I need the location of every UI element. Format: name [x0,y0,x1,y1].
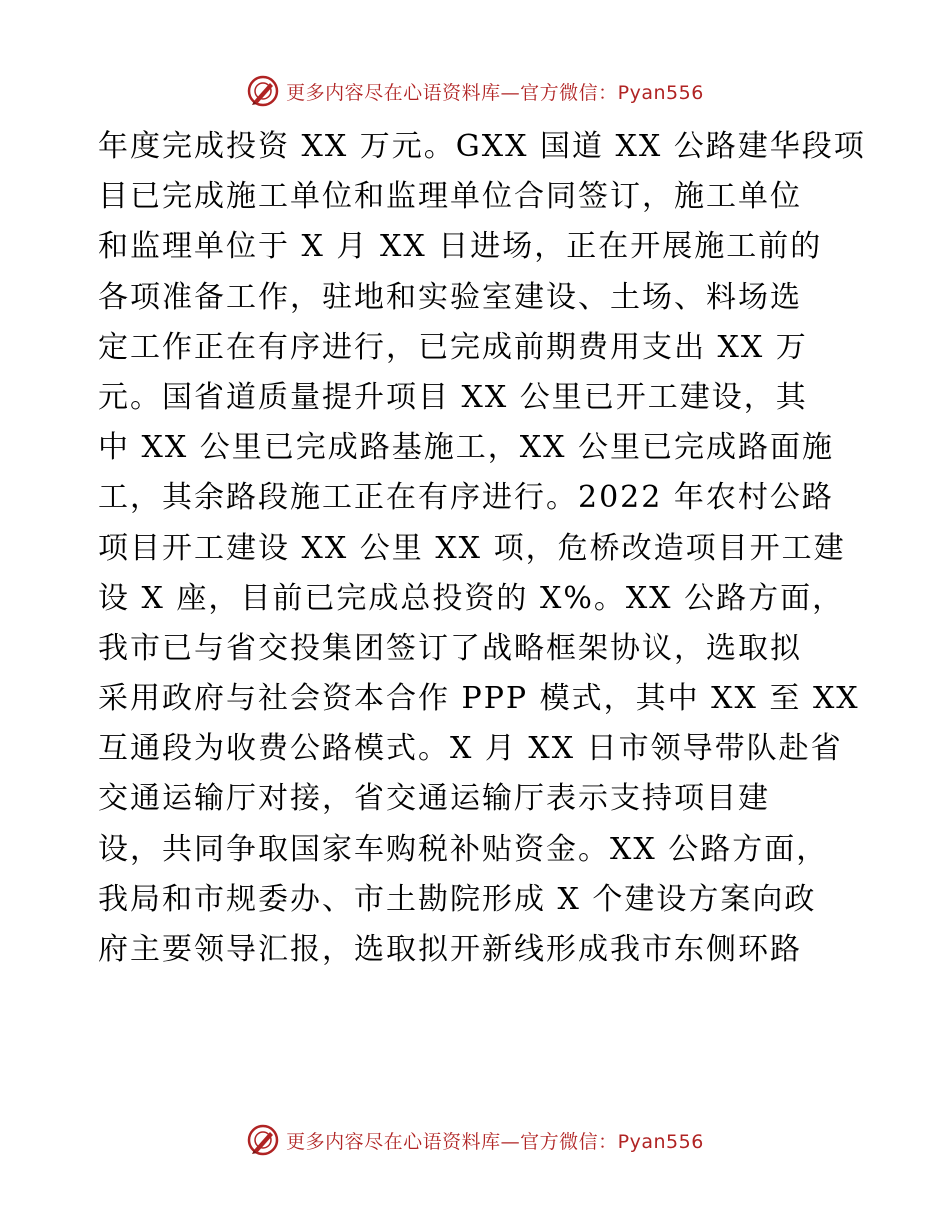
red-pen-circle-logo-icon [246,74,280,108]
text-line: 设 X 座，目前已完成总投资的 X%。XX 公路方面， [98,580,845,616]
text-line: 年度完成投资 XX 万元。GXX 国道 XX 公路建华段项 [98,129,866,164]
text-line: 采用政府与社会资本合作 PPP 模式，其中 XX 至 XX [98,681,860,717]
text-line: 各项准备工作，驻地和实验室建设、土场、料场选 [98,279,802,315]
text-line: 项目开工建设 XX 公里 XX 项，危桥改造项目开工建 [98,530,846,566]
text-line: 交通运输厅对接，省交通运输厅表示支持项目建 [98,781,770,817]
footer-watermark [0,1123,950,1157]
red-pen-circle-logo-icon [246,1123,280,1157]
header-watermark-account: Pyan556 [617,81,704,104]
footer-watermark-account: Pyan556 [617,1130,704,1153]
text-line: 工，其余路段施工正在有序进行。2022 年农村公路 [98,480,834,516]
text-line: 我局和市规委办、市土勘院形成 X 个建设方案向政 [98,881,817,917]
header-watermark [0,74,950,108]
text-line: 和监理单位于 X 月 XX 日进场，正在开展施工前的 [98,229,823,265]
text-line: 互通段为收费公路模式。X 月 XX 日市领导带队赴省 [98,731,843,767]
text-line: 元。国省道质量提升项目 XX 公里已开工建设，其 [98,379,808,415]
footer-watermark-text: 更多内容尽在心语资料库—官方微信：Pyan556 [286,1130,704,1153]
document-body [98,122,866,975]
header-watermark-text: 更多内容尽在心语资料库—官方微信：Pyan556 [286,81,704,104]
text-line: 定工作正在有序进行，已完成前期费用支出 XX 万 [98,329,808,365]
text-line: 中 XX 公里已完成路基施工，XX 公里已完成路面施 [98,430,835,466]
text-line: 府主要领导汇报，选取拟开新线形成我市东侧环路 [98,932,802,967]
text-line: 我市已与省交投集团签订了战略框架协议，选取拟 [98,630,802,666]
text-line: 目已完成施工单位和监理单位合同签订，施工单位 [98,179,802,215]
text-line: 设，共同争取国家车购税补贴资金。XX 公路方面， [98,831,829,867]
